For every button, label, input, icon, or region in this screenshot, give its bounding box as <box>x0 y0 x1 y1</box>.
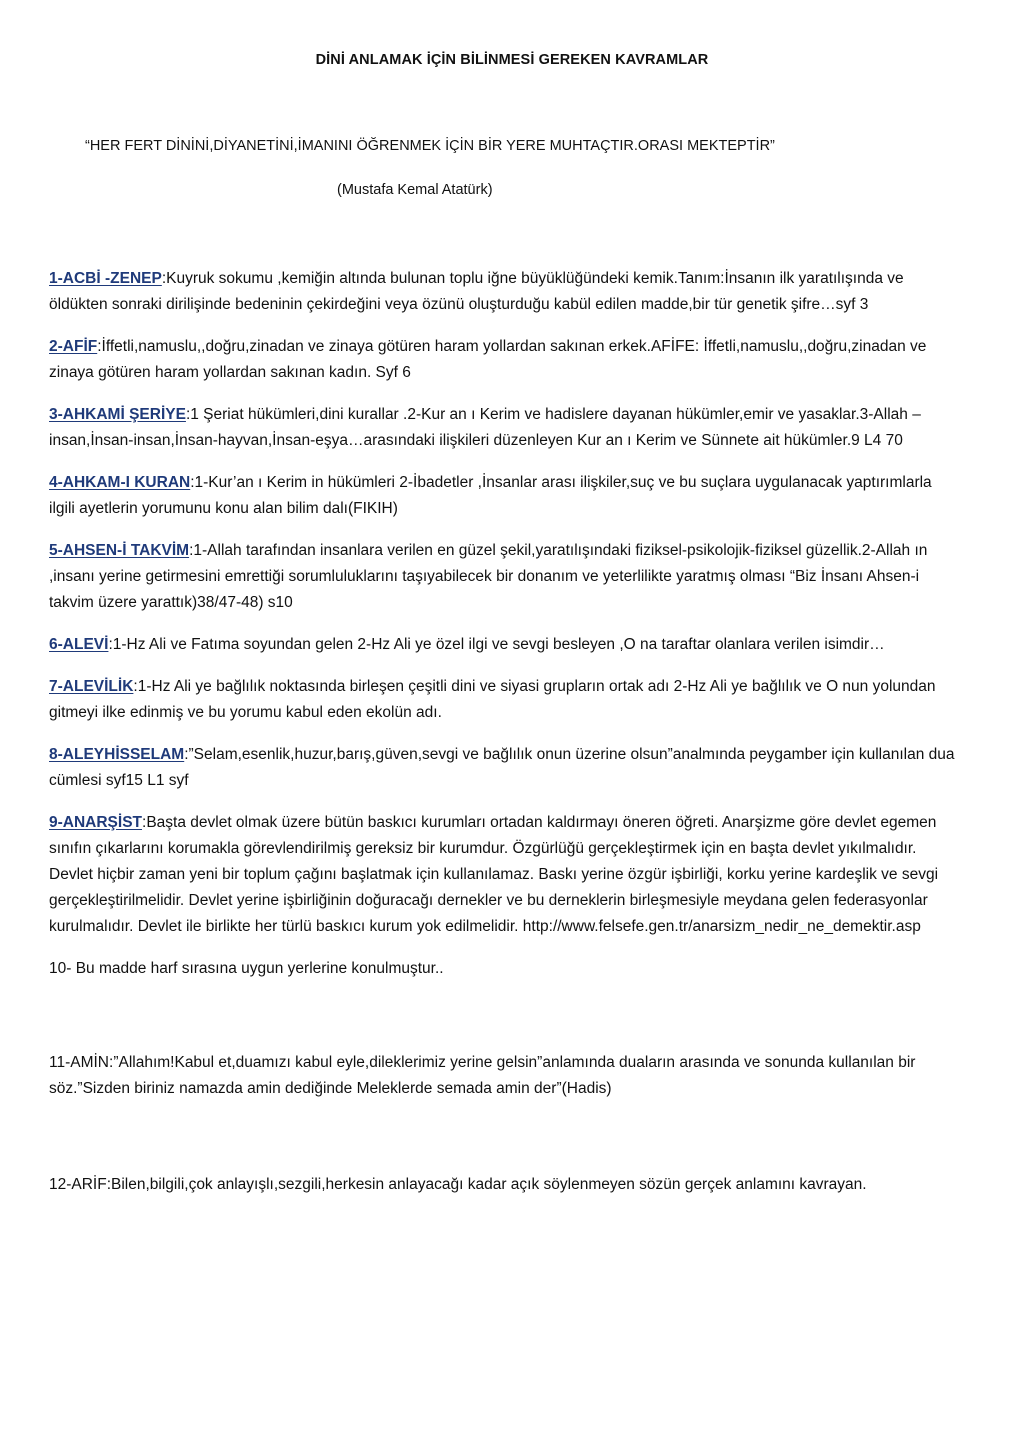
glossary-entry <box>49 1172 959 1198</box>
entry-term: 7-ALEVİLİK <box>49 678 134 695</box>
entry-definition: :1-Hz Ali ye bağlılık noktasında birleşen çeşitli dini ve siyasi grupların ortak adı 2-Hz Ali ye bağlılık ve O nun yolundan gitmeyi ilke edinmiş ve bu yorumu kabul eden ekolün adı. <box>49 678 936 721</box>
entry-definition: :1 Şeriat hükümleri,dini kurallar .2-Kur an ı Kerim ve hadislere dayanan hükümler,emir ve yasaklar.3-Allah –insan,İnsan-insan,İnsan-hayvan,İnsan-eşya…arasındaki ilişkileri düzenleyen Kur an ı Kerim ve Sünnete ait hükümler.9 L4 70 <box>49 406 921 449</box>
entry-term: 6-ALEVİ <box>49 636 109 653</box>
entry-definition: :Bilen,bilgili,çok anlayışlı,sezgili,herkesin anlayacağı kadar açık söylenmeyen sözün gerçek anlamını kavrayan. <box>106 1176 867 1193</box>
entry-definition: :1-Hz Ali ve Fatıma soyundan gelen 2-Hz Ali ye özel ilgi ve sevgi besleyen ,O na taraftar olanlara verilen isimdir… <box>108 636 885 653</box>
glossary-note <box>49 956 959 982</box>
glossary-entry <box>49 470 959 522</box>
entry-term: 5-AHSEN-İ TAKVİM <box>49 542 190 559</box>
entry-term: 2-AFİF <box>49 338 98 355</box>
glossary-entry <box>49 1050 959 1102</box>
entry-definition: :”Selam,esenlik,huzur,barış,güven,sevgi ve bağlılık onun üzerine olsun”analmında peygamber için kullanılan dua cümlesi syf15 L1 syf <box>49 746 955 789</box>
entry-definition: :”Allahım!Kabul et,duamızı kabul eyle,dileklerimiz yerine gelsin”anlamında duaların arasında ve sonunda kullanılan bir söz.”Sizden biriniz namazda amin dediğinde Meleklerde semada amin der”(Hadis) <box>49 1054 916 1097</box>
glossary-entry <box>49 810 959 940</box>
glossary-entry <box>49 742 959 794</box>
glossary-entry <box>49 402 959 454</box>
entry-term: 4-AHKAM-I KURAN <box>49 474 191 491</box>
glossary-entry <box>49 266 959 318</box>
entry-term: 12-ARİF <box>49 1176 107 1193</box>
ataturk-quote: “HER FERT DİNİNİ,DİYANETİNİ,İMANINI ÖĞRENMEK İÇİN BİR YERE MUHTAÇTIR.ORASI MEKTEPTİR” <box>85 138 775 154</box>
document-title: DİNİ ANLAMAK İÇİN BİLİNMESİ GEREKEN KAVRAMLAR <box>315 52 709 68</box>
entry-term: 8-ALEYHİSSELAM <box>49 746 185 763</box>
glossary-entry <box>49 674 959 726</box>
spacer <box>49 1118 959 1172</box>
glossary-list <box>49 266 959 1214</box>
spacer <box>49 998 959 1050</box>
entry-definition: :Kuyruk sokumu ,kemiğin altında bulunan toplu iğne büyüklüğündeki kemik.Tanım:İnsanın ilk yaratılışında ve öldükten sonraki dirilişinde bedeninin çekirdeğini veya özünü oluşturduğu kabül edilen madde,bir tür genetik şifre…syf 3 <box>49 270 904 313</box>
entry-definition: :İffetli,namuslu,,doğru,zinadan ve zinaya götüren haram yollardan sakınan erkek.AFİFE: İffetli,namuslu,,doğru,zinadan ve zinaya götüren haram yollardan sakınan kadın. Syf 6 <box>49 338 927 381</box>
entry-definition: :1-Kur’an ı Kerim in hükümleri 2-İbadetler ,İnsanlar arası ilişkiler,suç ve bu suçlara uygulanacak yaptırımlarla ilgili ayetlerin yorumunu konu alan bilim dalı(FIKIH) <box>49 474 932 517</box>
glossary-entry <box>49 538 959 616</box>
glossary-entry <box>49 632 959 658</box>
entry-term: 3-AHKAMİ ŞERİYE <box>49 406 186 423</box>
entry-term: 11-AMİN <box>49 1054 110 1071</box>
entry-term: 1-ACBİ -ZENEP <box>49 270 162 287</box>
entry-definition: :Başta devlet olmak üzere bütün baskıcı kurumları ortadan kaldırmayı öneren öğreti. Anarşizme göre devlet egemen sınıfın çıkarlarını korumakla görevlendirilmiş gereksiz bir kurumdur. Özgürlüğü gerçekleştirmek için en başta devlet yıkılmalıdır. Devlet hiçbir zaman yeni bir toplum çağını başlatmak için kullanılamaz. Baskı yerine özgür işbirliği, korku yerine kardeşlik ve sevgi gerçekleştirilmelidir. Devlet yerine işbirliğinin doğuracağı dernekler ve bu derneklerin birleşmesiyle meydana gelen federasyonlar kurulmalıdır. Devlet ile birlikte her türlü baskıcı kurum yok edilmelidir. http://www.felsefe.gen.tr/anarsizm_nedir_ne_demektir.asp <box>49 814 939 935</box>
quote-attribution: (Mustafa Kemal Atatürk) <box>337 182 493 198</box>
entry-term: 9-ANARŞİST <box>49 814 143 831</box>
note-text: 10- Bu madde harf sırasına uygun yerlerine konulmuştur.. <box>49 960 444 977</box>
glossary-entry <box>49 334 959 386</box>
entry-definition: :1-Allah tarafından insanlara verilen en güzel şekil,yaratılışındaki fiziksel-psikolojik-fiziksel güzellik.2-Allah ın ,insanı yerine getirmesini emrettiği sorumluluklarını taşıyabilecek bir donanım ve yeterlilikte yaratmış olması “Biz İnsanı Ahsen-i takvim üzere yarattık)38/47-48) s10 <box>49 542 928 611</box>
